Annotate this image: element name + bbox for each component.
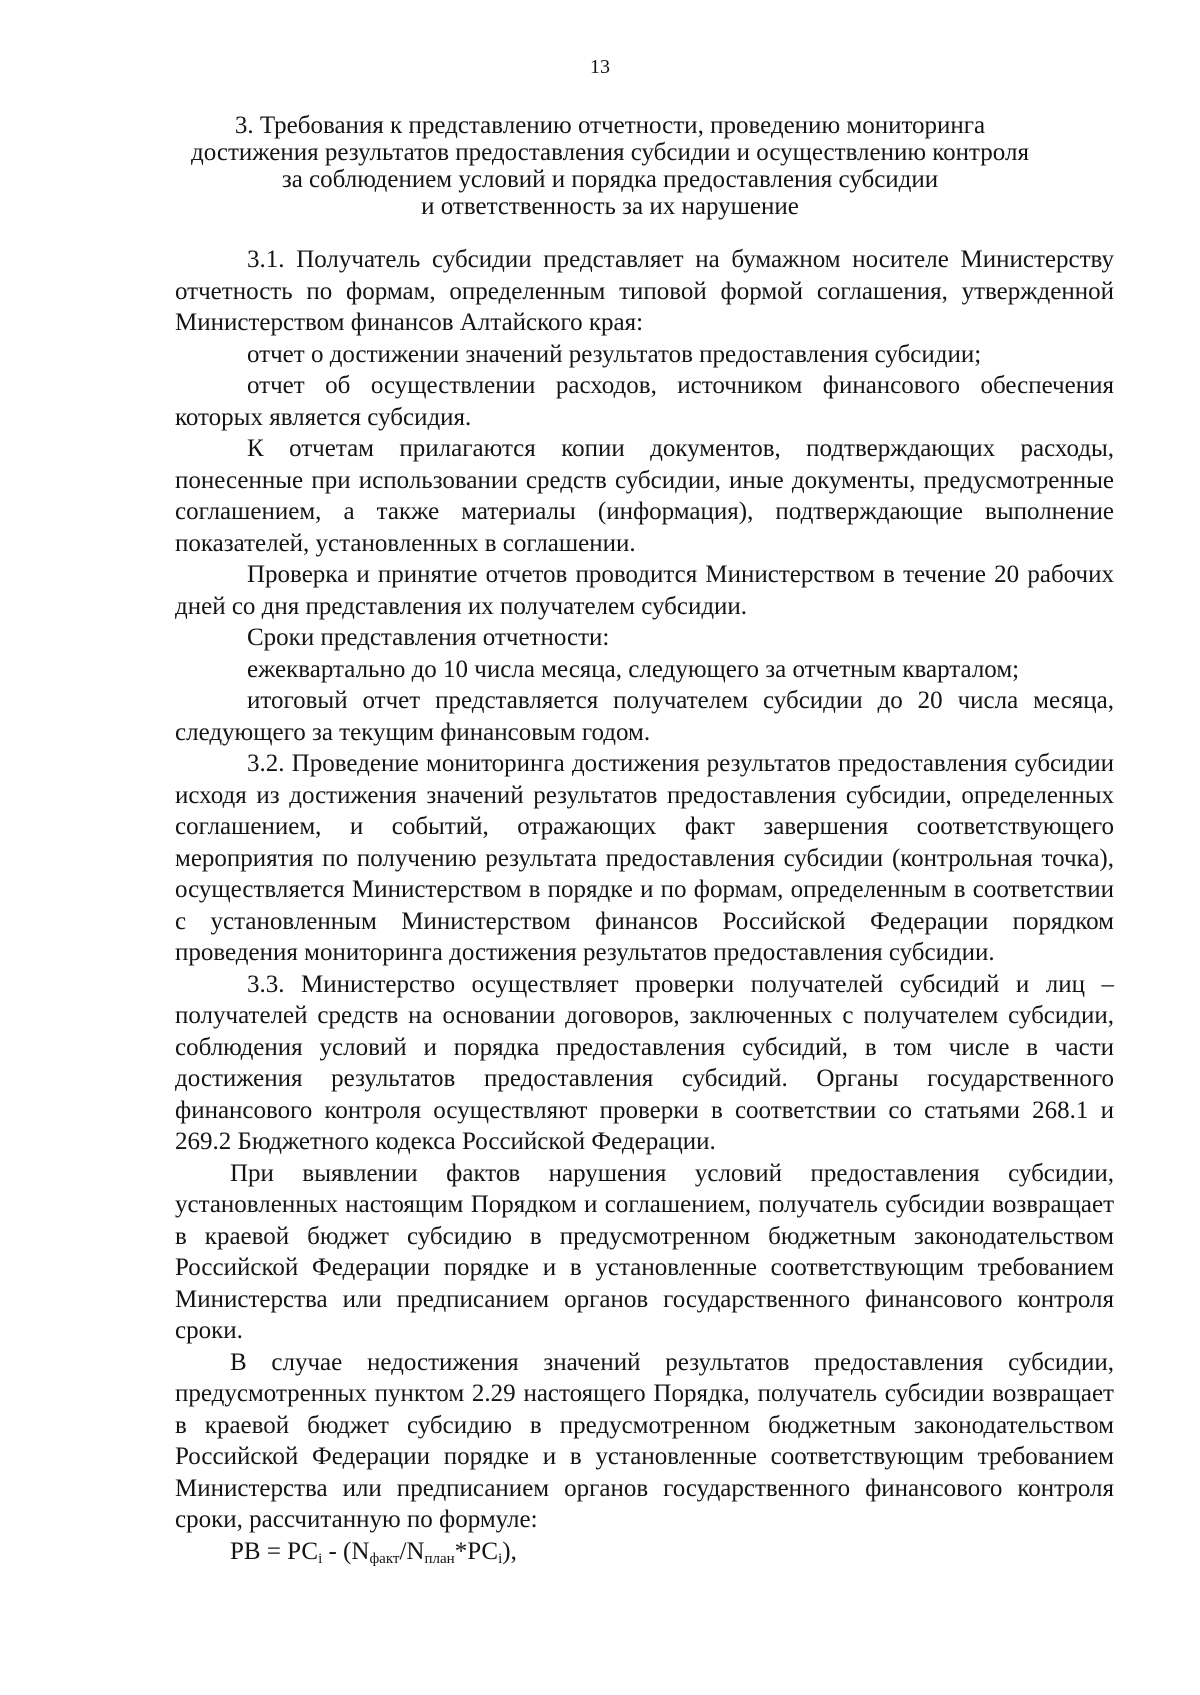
formula-subscript: i bbox=[318, 1550, 323, 1567]
paragraph: итоговый отчет представляется получателем субсидии до 20 числа месяца, следующего за текущим финансовым годом. bbox=[175, 687, 1114, 746]
heading-line: и ответственность за их нарушение bbox=[421, 193, 799, 220]
heading-line: 3. Требования к представлению отчетности, проведению мониторинга bbox=[234, 112, 986, 139]
formula-part: *РС bbox=[454, 1537, 499, 1565]
formula bbox=[175, 1536, 1114, 1568]
formula-part: РВ = РС bbox=[230, 1537, 319, 1565]
paragraph: Сроки представления отчетности: bbox=[247, 624, 610, 651]
formula-subscript: план bbox=[424, 1550, 455, 1567]
formula-part: ), bbox=[502, 1537, 517, 1565]
formula-part: /N bbox=[399, 1537, 425, 1565]
paragraph: Проверка и принятие отчетов проводится Министерством в течение 20 рабочих дней со дня представления их получателем субсидии. bbox=[175, 561, 1114, 620]
section-heading bbox=[175, 112, 1045, 220]
paragraph: В случае недостижения значений результатов предоставления субсидии, предусмотренных пунктом 2.29 настоящего Порядка, получатель субсидии возвращает в краевой бюджет субсидию в предусмотренном бюджетным законодательством Российской Федерации порядке и в установленные соответствующим требованием Министерства или предписанием органов государственного финансового контроля сроки, рассчитанную по формуле: bbox=[175, 1348, 1114, 1533]
page-number: 13 bbox=[590, 56, 610, 78]
formula-part: - (N bbox=[322, 1537, 370, 1565]
document-body bbox=[175, 244, 1114, 1567]
heading-line: достижения результатов предоставления субсидии и осуществлению контроля bbox=[191, 139, 1029, 166]
paragraph: отчет о достижении значений результатов предоставления субсидии; bbox=[247, 340, 982, 368]
paragraph: 3.2. Проведение мониторинга достижения результатов предоставления субсидии исходя из достижения значений результатов предоставления субсидии, определенных соглашением, и событий, отражающих факт завершения соответствующего мероприятия по получению результата предоставления субсидии (контрольная точка), осуществляется Министерством в порядке и по формам, определенным в соответствии с установленным Министерством финансов Российской Федерации порядком проведения мониторинга достижения результатов предоставления субсидии. bbox=[175, 750, 1114, 966]
paragraph: отчет об осуществлении расходов, источником финансового обеспечения которых является субсидия. bbox=[175, 372, 1114, 431]
paragraph: ежеквартально до 10 числа месяца, следующего за отчетным кварталом; bbox=[247, 655, 1020, 683]
paragraph: К отчетам прилагаются копии документов, подтверждающих расходы, понесенные при использовании средств субсидии, иные документы, предусмотренные соглашением, а также материалы (информация), подтверждающие выполнение показателей, установленных в соглашении. bbox=[175, 435, 1114, 557]
paragraph: 3.1. Получатель субсидии представляет на бумажном носителе Министерству отчетность по формам, определенным типовой формой соглашения, утвержденной Министерством финансов Алтайского края: bbox=[175, 246, 1114, 336]
paragraph: При выявлении фактов нарушения условий предоставления субсидии, установленных настоящим Порядком и соглашением, получатель субсидии возвращает в краевой бюджет субсидию в предусмотренном бюджетным законодательством Российской Федерации порядке и в установленные соответствующим требованием Министерства или предписанием органов государственного финансового контроля сроки. bbox=[175, 1159, 1114, 1344]
formula-subscript: факт bbox=[369, 1550, 400, 1567]
heading-line: за соблюдением условий и порядка предоставления субсидии bbox=[281, 166, 939, 193]
paragraph: 3.3. Министерство осуществляет проверки получателей субсидий и лиц – получателей средств на основании договоров, заключенных с получателем субсидии, соблюдения условий и порядка предоставления субсидий, в том числе в части достижения результатов предоставления субсидий. Органы государственного финансового контроля осуществляют проверки в соответствии со статьями 268.1 и 269.2 Бюджетного кодекса Российской Федерации. bbox=[175, 970, 1114, 1155]
formula-subscript: i bbox=[498, 1550, 503, 1567]
